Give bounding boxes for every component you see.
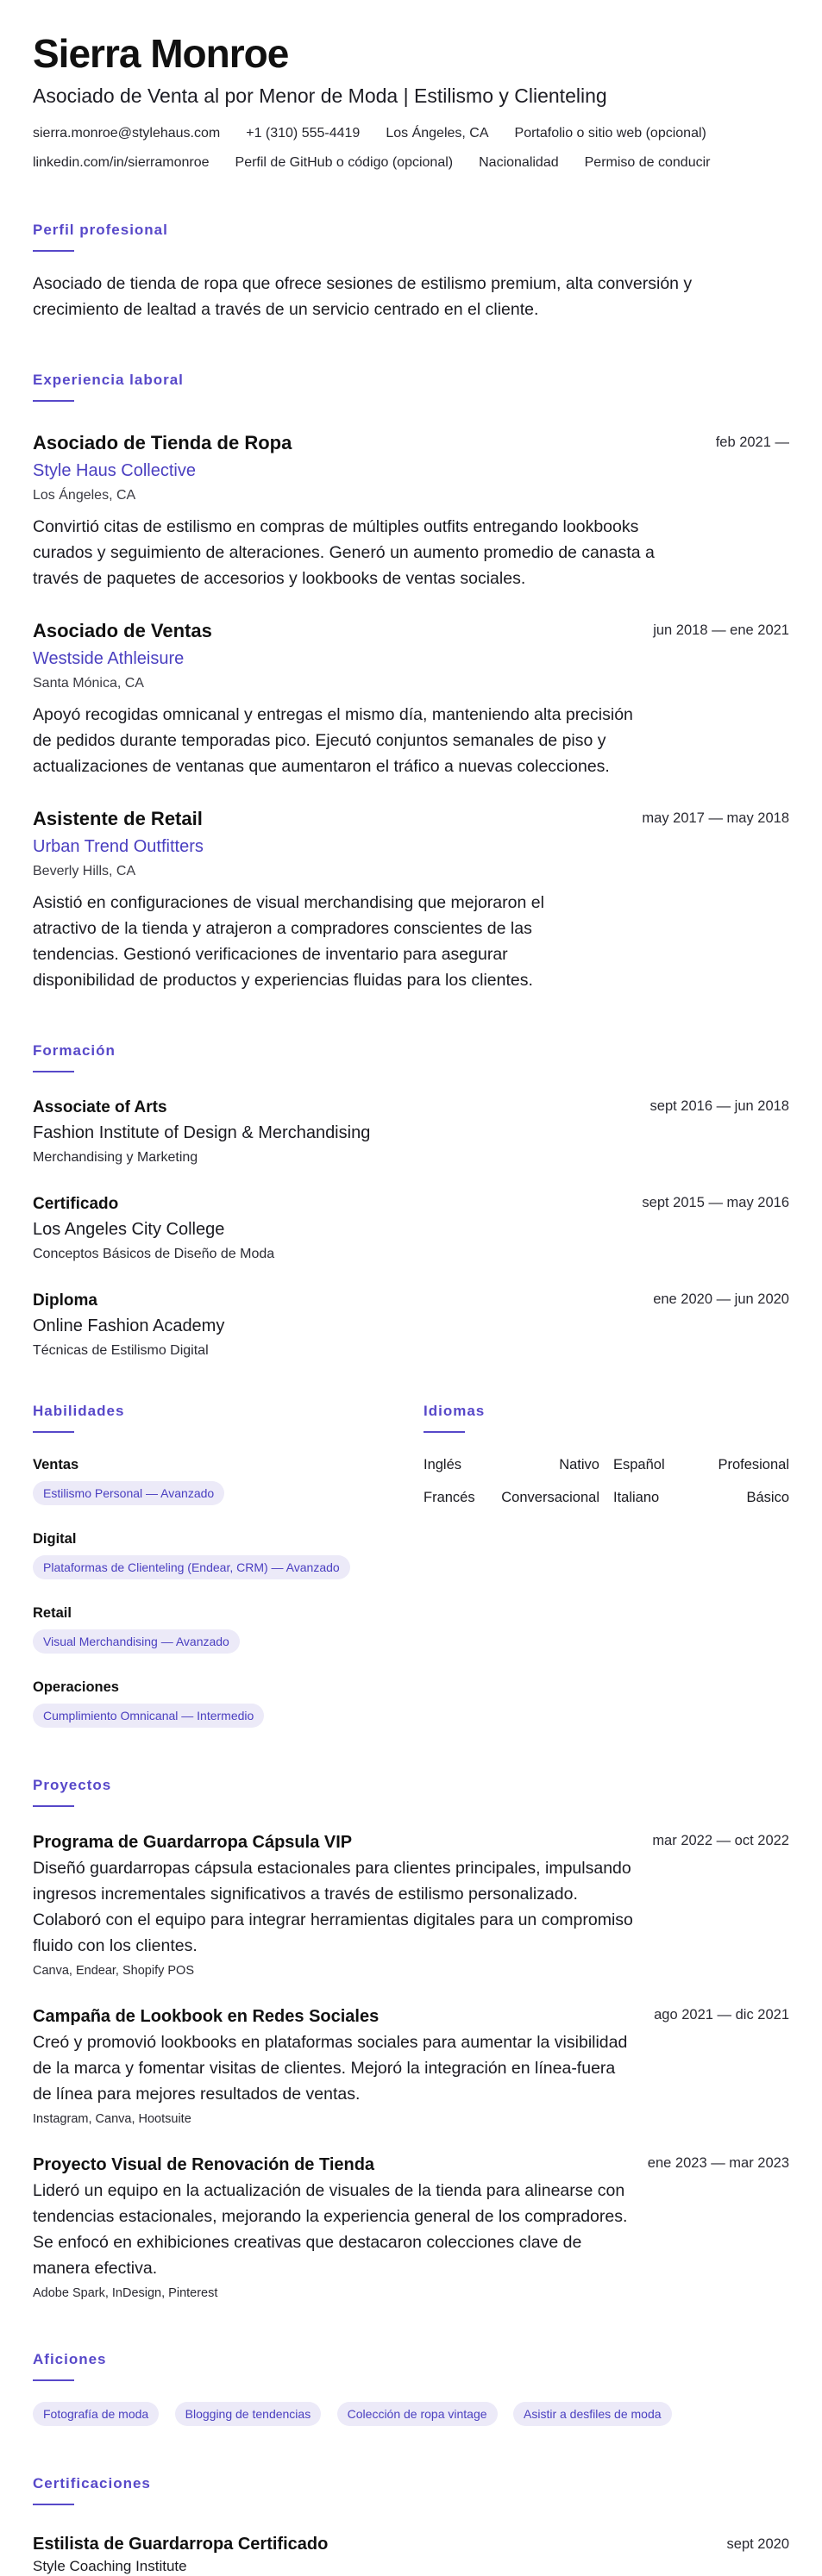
project-entry bbox=[33, 2154, 789, 2302]
project-tools: Canva, Endear, Shopify POS bbox=[33, 1964, 194, 1978]
language-name: Inglés bbox=[424, 1457, 462, 1472]
job-description: Apoyó recogidas omnicanal y entregas el mismo día, manteniendo alta precisión de pedidos durante temporadas pico. Ejecutó conjuntos semanales de piso y actualizaciones de ventanas que aumentaron el tráfico a nuevas colecciones. bbox=[33, 705, 633, 776]
contact-location: Los Ángeles, CA bbox=[386, 126, 489, 141]
certification-issuer: Style Coaching Institute bbox=[33, 2558, 187, 2574]
edu-degree: Diploma bbox=[33, 1291, 97, 1310]
section-divider bbox=[33, 2504, 74, 2505]
experience-entry bbox=[33, 431, 789, 591]
skills-section bbox=[33, 1402, 424, 1728]
section-divider bbox=[33, 1431, 74, 1433]
project-name: Programa de Guardarropa Cápsula VIP bbox=[33, 1833, 353, 1852]
skill-group bbox=[33, 1529, 424, 1579]
project-description: Diseñó guardarropas cápsula estacionales para clientes principales, impulsando ingresos incrementales significativos a través de estilismo personalizado. Colaboró con el equipo para integrar herramientas digitales para un compromiso fluido con los clientes. bbox=[33, 1859, 633, 1955]
certification-entry bbox=[33, 2533, 789, 2576]
language-level: Profesional bbox=[718, 1457, 789, 1472]
job-dates: may 2017 — may 2018 bbox=[642, 810, 789, 826]
skill-tag: Cumplimiento Omnicanal — Intermedio bbox=[33, 1704, 264, 1728]
job-dates: feb 2021 — bbox=[715, 435, 789, 450]
contact-linkedin[interactable]: linkedin.com/in/sierramonroe bbox=[33, 155, 210, 170]
project-tools: Adobe Spark, InDesign, Pinterest bbox=[33, 2286, 218, 2300]
skills-languages-row bbox=[33, 1402, 789, 1728]
edu-school: Fashion Institute of Design & Merchandising bbox=[33, 1123, 371, 1142]
section-divider bbox=[33, 400, 74, 402]
section-title-languages: Idiomas bbox=[424, 1403, 486, 1419]
contact-driving-license: Permiso de conducir bbox=[584, 155, 711, 170]
language-item bbox=[424, 1455, 599, 1474]
education-section bbox=[33, 1041, 789, 1360]
profile-section bbox=[33, 221, 789, 322]
job-company: Style Haus Collective bbox=[33, 461, 196, 480]
contact-row-secondary bbox=[33, 153, 789, 172]
section-divider bbox=[33, 250, 74, 252]
edu-degree: Certificado bbox=[33, 1195, 119, 1213]
education-entry bbox=[33, 1097, 789, 1167]
skill-category: Operaciones bbox=[33, 1679, 119, 1695]
section-title-profile: Perfil profesional bbox=[33, 222, 168, 238]
edu-degree: Associate of Arts bbox=[33, 1098, 167, 1116]
edu-school: Los Angeles City College bbox=[33, 1220, 225, 1239]
hobby-tag: Asistir a desfiles de moda bbox=[513, 2402, 672, 2426]
language-level: Básico bbox=[746, 1490, 789, 1505]
education-entry bbox=[33, 1193, 789, 1264]
skill-tag: Estilismo Personal — Avanzado bbox=[33, 1481, 224, 1505]
language-name: Italiano bbox=[613, 1490, 660, 1505]
language-name: Francés bbox=[424, 1490, 475, 1505]
section-divider bbox=[33, 1071, 74, 1072]
job-title: Asistente de Retail bbox=[33, 808, 203, 829]
languages-section bbox=[424, 1402, 789, 1728]
experience-entry bbox=[33, 807, 789, 993]
section-title-experience: Experiencia laboral bbox=[33, 372, 184, 388]
edu-dates: ene 2020 — jun 2020 bbox=[653, 1291, 789, 1307]
contact-portfolio[interactable]: Portafolio o sitio web (opcional) bbox=[514, 126, 706, 141]
language-item bbox=[613, 1488, 789, 1507]
job-location: Santa Mónica, CA bbox=[33, 676, 144, 691]
contact-nationality: Nacionalidad bbox=[479, 155, 559, 170]
hobbies-section bbox=[33, 2350, 789, 2426]
job-title: Asociado de Ventas bbox=[33, 620, 212, 641]
project-dates: ene 2023 — mar 2023 bbox=[647, 2155, 789, 2171]
job-dates: jun 2018 — ene 2021 bbox=[653, 622, 789, 638]
project-dates: ago 2021 — dic 2021 bbox=[654, 2007, 789, 2023]
skill-tag: Visual Merchandising — Avanzado bbox=[33, 1629, 240, 1654]
skill-group bbox=[33, 1455, 424, 1505]
skill-category: Ventas bbox=[33, 1457, 79, 1472]
contact-github[interactable]: Perfil de GitHub o código (opcional) bbox=[235, 155, 454, 170]
project-description: Creó y promovió lookbooks en plataformas sociales para aumentar la visibilidad de la marca y fomentar visitas de clientes. Mejoró la integración en línea-fuera de línea para mejores resultados de ventas. bbox=[33, 2033, 628, 2104]
project-entry bbox=[33, 1831, 789, 1979]
edu-field: Conceptos Básicos de Diseño de Moda bbox=[33, 1247, 275, 1261]
contact-phone[interactable]: +1 (310) 555-4419 bbox=[246, 126, 361, 141]
contact-row-primary bbox=[33, 124, 789, 143]
project-entry bbox=[33, 2005, 789, 2128]
projects-section bbox=[33, 1776, 789, 2302]
job-description: Asistió en configuraciones de visual merchandising que mejoraron el atractivo de la tienda y atrajeron a compradores conscientes de las tendencias. Gestionó verificaciones de inventario para asegurar disponibilidad de productos y experiencias fluidas para los clientes. bbox=[33, 893, 544, 990]
job-description: Convirtió citas de estilismo en compras de múltiples outfits entregando lookbooks curados y seguimiento de alteraciones. Generó un aumento promedio de canasta a través de paquetes de accesorios y lookbooks de ventas sociales. bbox=[33, 517, 655, 588]
skill-group bbox=[33, 1678, 424, 1728]
section-divider bbox=[33, 2379, 74, 2381]
candidate-headline: Asociado de Venta al por Menor de Moda | Estilismo y Clienteling bbox=[33, 84, 607, 107]
edu-dates: sept 2015 — may 2016 bbox=[642, 1195, 789, 1210]
language-level: Nativo bbox=[559, 1457, 599, 1472]
skill-tag: Plataformas de Clienteling (Endear, CRM) — Avanzado bbox=[33, 1555, 350, 1579]
section-title-education: Formación bbox=[33, 1042, 116, 1059]
project-tools: Instagram, Canva, Hootsuite bbox=[33, 2112, 191, 2126]
edu-dates: sept 2016 — jun 2018 bbox=[649, 1098, 789, 1114]
section-title-hobbies: Aficiones bbox=[33, 2351, 107, 2367]
section-title-skills: Habilidades bbox=[33, 1403, 125, 1419]
section-divider bbox=[33, 1805, 74, 1807]
hobby-tag: Colección de ropa vintage bbox=[337, 2402, 498, 2426]
resume-header bbox=[33, 31, 789, 172]
skill-category: Retail bbox=[33, 1605, 72, 1621]
hobbies-list bbox=[33, 2395, 789, 2426]
certifications-section bbox=[33, 2474, 789, 2576]
languages-grid bbox=[424, 1455, 789, 1507]
edu-field: Merchandising y Marketing bbox=[33, 1150, 198, 1165]
project-dates: mar 2022 — oct 2022 bbox=[652, 1833, 789, 1848]
section-divider bbox=[424, 1431, 465, 1433]
project-description: Lideró un equipo en la actualización de visuales de la tienda para alinearse con tendencias estacionales, mejorando la experiencia general de los compradores. Se enfocó en exhibiciones creativas que destacaron colecciones clave de manera efectiva. bbox=[33, 2181, 628, 2278]
section-title-certifications: Certificaciones bbox=[33, 2475, 151, 2492]
certification-name: Estilista de Guardarropa Certificado bbox=[33, 2535, 329, 2554]
education-entry bbox=[33, 1290, 789, 1360]
job-location: Beverly Hills, CA bbox=[33, 864, 136, 878]
experience-section bbox=[33, 371, 789, 993]
skill-group bbox=[33, 1604, 424, 1654]
language-item bbox=[613, 1455, 789, 1474]
job-company: Urban Trend Outfitters bbox=[33, 837, 204, 856]
contact-email[interactable]: sierra.monroe@stylehaus.com bbox=[33, 126, 221, 141]
skill-category: Digital bbox=[33, 1531, 77, 1547]
hobby-tag: Fotografía de moda bbox=[33, 2402, 159, 2426]
project-name: Proyecto Visual de Renovación de Tienda bbox=[33, 2155, 375, 2174]
job-title: Asociado de Tienda de Ropa bbox=[33, 432, 292, 453]
certification-date: sept 2020 bbox=[726, 2536, 789, 2552]
project-name: Campaña de Lookbook en Redes Sociales bbox=[33, 2007, 380, 2026]
language-level: Conversacional bbox=[501, 1490, 599, 1505]
job-location: Los Ángeles, CA bbox=[33, 488, 136, 503]
edu-school: Online Fashion Academy bbox=[33, 1316, 225, 1335]
profile-summary: Asociado de tienda de ropa que ofrece sesiones de estilismo premium, alta conversión y crecimiento de lealtad a través de un servicio centrado en el cliente. bbox=[33, 274, 693, 319]
job-company: Westside Athleisure bbox=[33, 649, 185, 668]
candidate-name: Sierra Monroe bbox=[33, 31, 289, 76]
language-name: Español bbox=[613, 1457, 665, 1472]
experience-entry bbox=[33, 619, 789, 779]
section-title-projects: Proyectos bbox=[33, 1777, 112, 1793]
edu-field: Técnicas de Estilismo Digital bbox=[33, 1343, 209, 1358]
language-item bbox=[424, 1488, 599, 1507]
hobby-tag: Blogging de tendencias bbox=[175, 2402, 322, 2426]
